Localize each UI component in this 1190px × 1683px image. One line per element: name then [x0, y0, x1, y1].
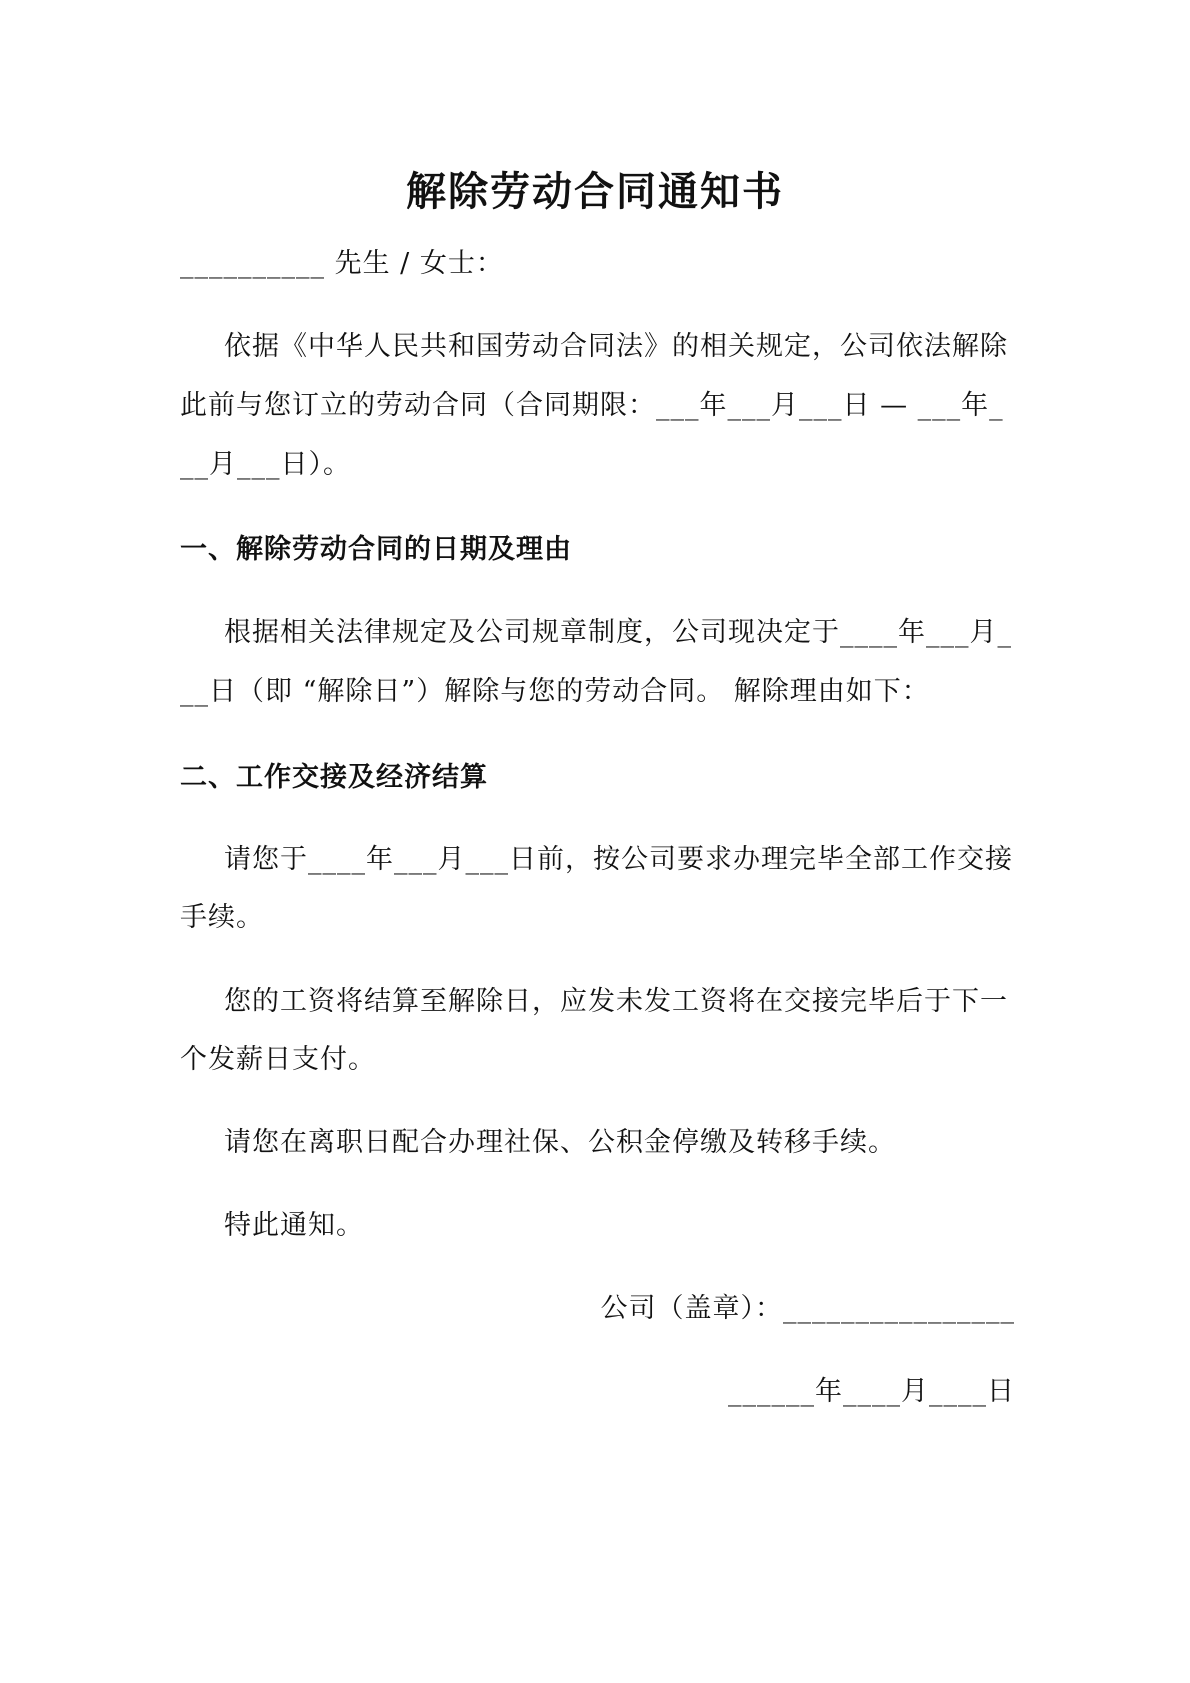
section-1-line-1: 根据相关法律规定及公司规章制度，公司现决定于____年___月_: [224, 617, 1012, 648]
section-1-heading: 一、解除劳动合同的日期及理由: [180, 534, 572, 565]
section-2-para-2-line-1: 您的工资将结算至解除日，应发未发工资将在交接完毕后于下一: [224, 986, 1008, 1017]
section-2-heading: 二、工作交接及经济结算: [180, 762, 488, 793]
section-2-para-1-line-1: 请您于____年___月___日前，按公司要求办理完毕全部工作交接: [224, 844, 1013, 875]
document-title: 解除劳动合同通知书: [406, 168, 784, 215]
closing-text: 特此通知。: [224, 1210, 364, 1241]
intro-line-3: __月___日）。: [180, 449, 351, 480]
salutation: __________ 先生 / 女士：: [180, 248, 504, 279]
company-seal-line: 公司（盖章）：________________: [600, 1293, 1015, 1324]
section-2-para-1-line-2: 手续。: [180, 902, 264, 933]
date-line: ______年____月____日: [728, 1376, 1015, 1407]
intro-line-1: 依据《中华人民共和国劳动合同法》的相关规定，公司依法解除: [224, 331, 1008, 362]
section-2-para-3: 请您在离职日配合办理社保、公积金停缴及转移手续。: [224, 1127, 896, 1158]
section-2-para-2-line-2: 个发薪日支付。: [180, 1044, 376, 1075]
intro-line-2: 此前与您订立的劳动合同（合同期限：___年___月___日 — ___年_: [180, 390, 1004, 421]
section-1-line-2: __日（即 “解除日”）解除与您的劳动合同。 解除理由如下：: [180, 676, 930, 707]
